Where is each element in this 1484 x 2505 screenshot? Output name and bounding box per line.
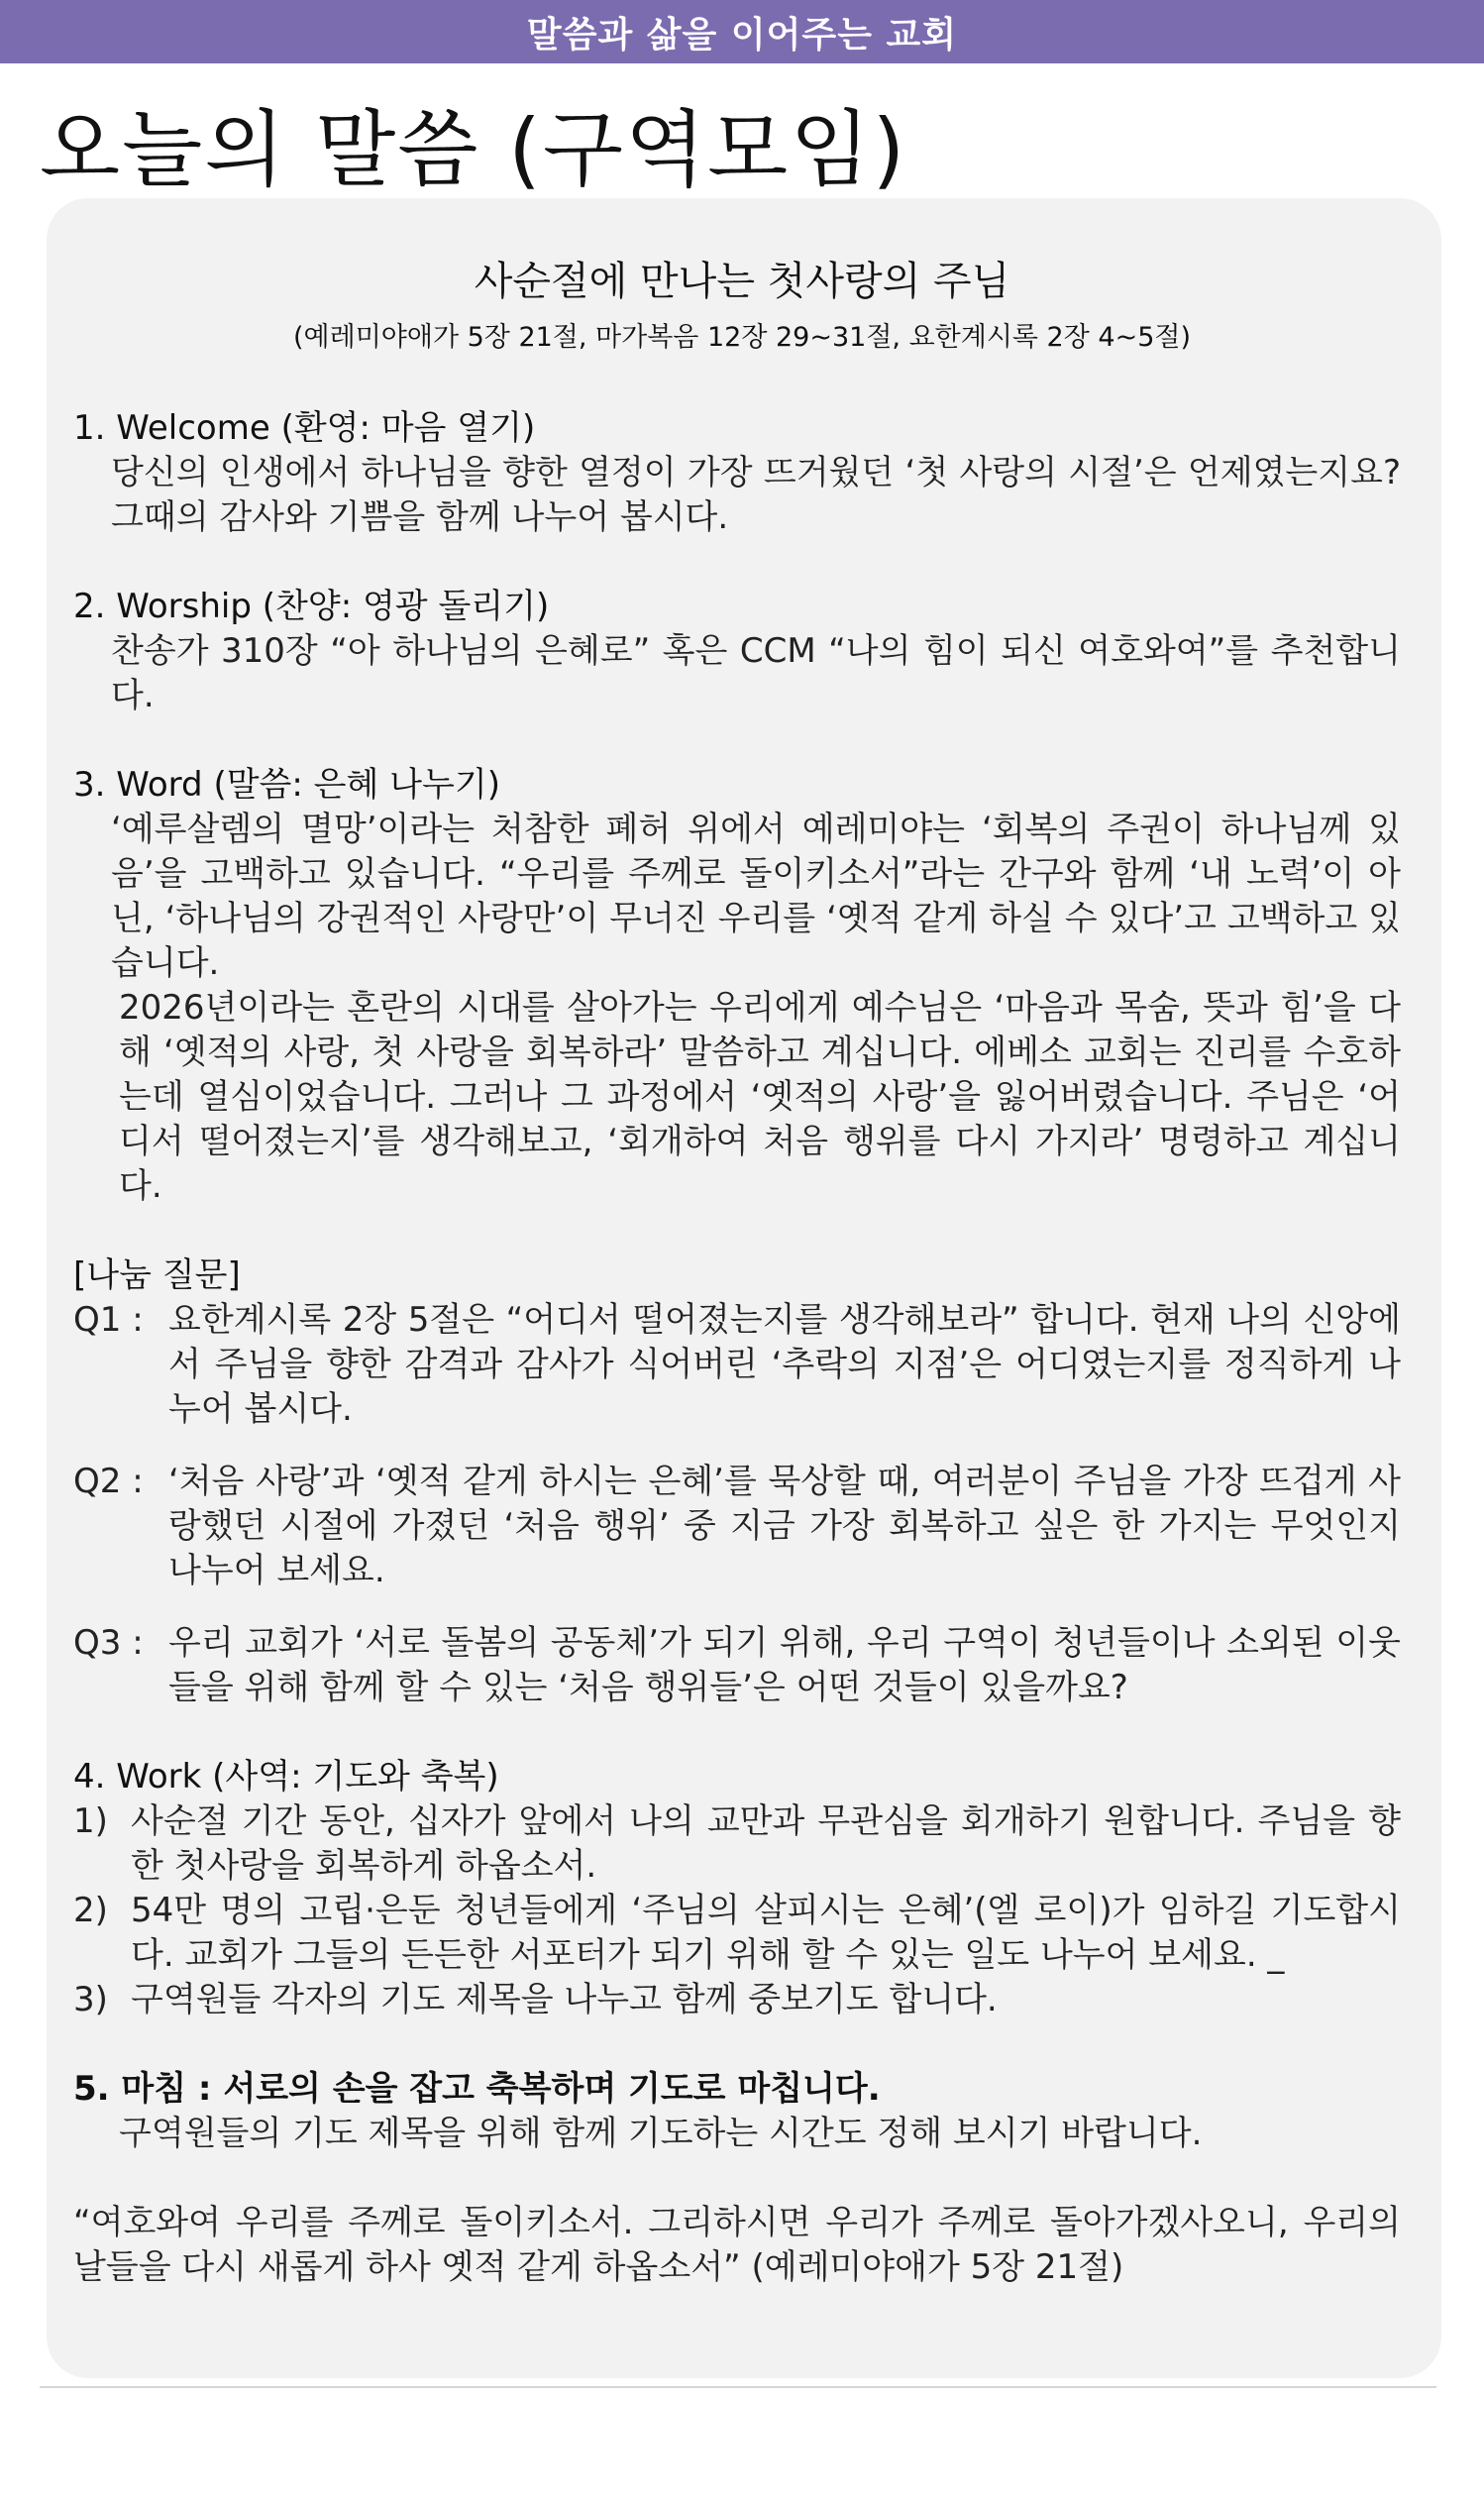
question-3-text: 우리 교회가 ‘서로 돌봄의 공동체’가 되기 위해, 우리 구역이 청년들이나 소외된 이웃들을 위해 함께 할 수 있는 ‘처음 행위들’은 어떤 것들이 있을까요? — [168, 1623, 1401, 1707]
question-2 — [73, 1460, 1401, 1593]
church-slogan: 말씀과 삶을 이어주는 교회 — [526, 14, 958, 55]
word-heading: 3. Word (말씀: 은혜 나누기) — [73, 765, 500, 805]
welcome-body: 당신의 인생에서 하나님을 향한 열정이 가장 뜨거웠던 ‘첫 사랑의 시절’은 언제였는지요? 그때의 감사와 기쁨을 함께 나누어 봅시다. — [111, 453, 1401, 537]
page-title: 오늘의 말씀 (구역모임) — [40, 101, 907, 198]
closing-verse: “여호와여 우리를 주께로 돌이키소서. 그리하시면 우리가 주께로 돌아가겠사오니, 우리의 날들을 다시 새롭게 하사 옛적 같게 하옵소서” (예레미야애가 5장 21절) — [73, 2203, 1401, 2287]
question-1-text: 요한계시록 2장 5절은 “어디서 떨어졌는지를 생각해보라” 합니다. 현재 나의 신앙에서 주님을 향한 감격과 감사가 식어버린 ‘추락의 지점’은 어디였는지를 정직하게 나누어 봅시다. — [168, 1300, 1401, 1429]
prayer-item-text: 사순절 기간 동안, 십자가 앞에서 나의 교만과 무관심을 회개하기 원합니다. 주님을 향한 첫사랑을 회복하게 하옵소서. — [131, 1801, 1401, 1886]
header-banner — [0, 0, 1484, 63]
word-body-2: 2026년이라는 혼란의 시대를 살아가는 우리에게 예수님은 ‘마음과 목숨, 뜻과 힘’을 다해 ‘옛적의 사랑, 첫 사랑을 회복하라’ 말씀하고 계십니다. 에베소 교회는 진리를 수호하는데 열심이었습니다. 그러나 그 과정에서 ‘옛적의 사랑’을 잃어버렸습니다. 주님은 ‘어디서 떨어졌는지’를 생각해보고, ‘회개하여 처음 행위를 다시 가지라’ 명령하고 계십니다. — [119, 988, 1401, 1206]
prayer-item-text: 54만 명의 고립·은둔 청년들에게 ‘주님의 살피시는 은혜’(엘 로이)가 임하길 기도합시다. 교회가 그들의 든든한 서포터가 되기 위해 할 수 있는 일도 나누어 보세요. _ — [131, 1891, 1401, 1975]
word-body-1: ‘예루살렘의 멸망’이라는 처참한 폐허 위에서 예레미야는 ‘회복의 주권이 하나님께 있음’을 고백하고 있습니다. “우리를 주께로 돌이키소서”라는 간구와 함께 ‘내 노력’이 아닌, ‘하나님의 강권적인 사랑만’이 무너진 우리를 ‘옛적 같게 하실 수 있다’고 고백하고 있습니다. — [111, 810, 1401, 983]
prayer-item — [73, 1799, 1401, 1889]
prayer-item — [73, 1889, 1401, 1978]
closing-heading: 5. 마침 : 서로의 손을 잡고 축복하며 기도로 마칩니다. — [73, 2069, 881, 2109]
question-1 — [73, 1298, 1401, 1432]
bottom-divider — [40, 2386, 1436, 2388]
question-2-text: ‘처음 사랑’과 ‘옛적 같게 하시는 은혜’를 묵상할 때, 여러분이 주님을 가장 뜨겁게 사랑했던 시절에 가졌던 ‘처음 행위’ 중 지금 가장 회복하고 싶은 한 가지는 무엇인지 나누어 보세요. — [168, 1462, 1401, 1590]
study-content — [73, 406, 1401, 2290]
welcome-heading: 1. Welcome (환영: 마음 열기) — [73, 408, 536, 448]
prayer-item-number: 2) — [73, 1891, 108, 1930]
worship-heading: 2. Worship (찬양: 영광 돌리기) — [73, 587, 550, 626]
prayer-item-number: 3) — [73, 1980, 108, 2019]
work-heading: 4. Work (사역: 기도와 축복) — [73, 1757, 499, 1797]
question-1-label: Q1 : — [73, 1300, 144, 1340]
worship-body: 찬송가 310장 “아 하나님의 은혜로” 혹은 CCM “나의 힘이 되신 여호와여”를 추천합니다. — [111, 631, 1401, 715]
prayer-item-text: 구역원들 각자의 기도 제목을 나누고 함께 중보기도 합니다. — [131, 1980, 998, 2019]
closing-body: 구역원들의 기도 제목을 위해 함께 기도하는 시간도 정해 보시기 바랍니다. — [119, 2114, 1203, 2153]
prayer-item — [73, 1978, 1401, 2022]
prayer-item-number: 1) — [73, 1801, 108, 1841]
question-3-label: Q3 : — [73, 1623, 144, 1663]
questions-heading: [나눔 질문] — [73, 1255, 241, 1295]
question-3 — [73, 1621, 1401, 1710]
sermon-title: 사순절에 만나는 첫사랑의 주님 — [474, 259, 1010, 304]
scripture-reference: (예레미야애가 5장 21절, 마가복음 12장 29~31절, 요한계시록 2장 4~5절) — [293, 322, 1191, 353]
question-2-label: Q2 : — [73, 1462, 144, 1501]
